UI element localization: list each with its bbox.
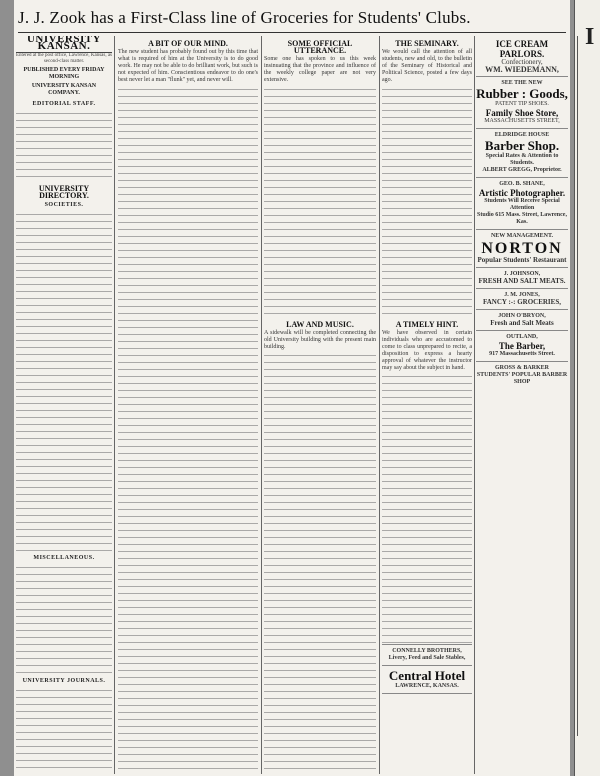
ad-text: PATENT TIP SHOES.: [495, 101, 549, 107]
staff-listing: [16, 111, 112, 181]
top-banner-ad: J. J. Zook has a First-Class line of Groceries for Students' Clubs.: [18, 8, 471, 27]
ad-text: 917 Massachusetts Street.: [489, 351, 555, 357]
ad-text: Confectionery,: [501, 58, 543, 66]
article-paragraph: A sidewalk will be completed connecting the old University building with the present main building.: [264, 329, 376, 350]
ad-title: The Barber,: [498, 341, 546, 351]
outland-barber-ad: [476, 331, 568, 362]
ad-text: J. JOHNSON,: [503, 271, 541, 277]
ad-title: FANCY :-: GROCERIES,: [483, 298, 561, 306]
norton-ad: [476, 230, 568, 268]
ad-text: Special Rates & Attention to Students.: [485, 153, 559, 166]
misc-listing: [16, 565, 112, 675]
ad-title: FRESH AND SALT MEATS.: [478, 277, 566, 285]
ad-title: NORTON: [481, 240, 563, 257]
ad-text: GEO. B. SHANE,: [499, 181, 545, 187]
ad-title: STUDENTS' POPULAR BARBER SHOP: [476, 372, 568, 385]
ad-text: MASSACHUSETTS STREET,: [484, 118, 560, 124]
article-heading: SOME OFFICIAL UTTERANCE.: [287, 39, 353, 56]
eldridge-barber-ad: [476, 129, 568, 178]
central-hotel-ad: [382, 666, 472, 694]
article-paragraph: The new student has probably found out by this time that what is required of him at the University is to do good work. He may not be able to do brilliant work, but such is not expected of him. Conscientious endeavor to do one's best never let a man "flunk" yet, and never will.: [118, 49, 258, 84]
ad-text: GROSS & BARKER: [494, 365, 549, 371]
jones-groceries-ad: [476, 289, 568, 310]
directory-heading: UNIVERSITY DIRECTORY.: [38, 183, 90, 200]
column-advertisements: [476, 36, 568, 774]
article-body: [264, 353, 376, 774]
column-official: [264, 36, 376, 774]
societies-heading: SOCIETIES.: [44, 201, 84, 208]
article-heading-law-music: LAW AND MUSIC.: [286, 319, 354, 329]
ad-text: Popular Students' Restaurant: [477, 256, 567, 264]
misc-heading: MISCELLANEOUS.: [33, 554, 95, 561]
banner-rule: [18, 32, 566, 33]
article-body: [382, 374, 472, 644]
masthead-title: UNIVERSITY KANSAN.: [16, 36, 112, 53]
societies-listing: [16, 212, 112, 552]
entered-notice: Entered at the post office, Lawrence, Kansas, as second-class matter.: [16, 53, 112, 65]
adjacent-page-edge: [574, 0, 600, 776]
article-paragraph: Some one has spoken to us this week insinuating that the province and influence of the weekly college paper are not very extensive.: [264, 56, 376, 84]
article-body: [382, 87, 472, 317]
ad-text: Students Will Receive Special Attention: [484, 198, 560, 211]
ad-text: LAWRENCE, KANSAS.: [395, 683, 459, 690]
photographer-ad: [476, 178, 568, 230]
journals-listing: [16, 688, 112, 774]
ad-title: Fresh and Salt Meats: [490, 319, 554, 327]
gross-barker-ad: [476, 362, 568, 389]
ad-title: Artistic Photographer.: [478, 188, 566, 198]
column-masthead: [16, 36, 112, 774]
ad-text: SEE THE NEW: [501, 80, 543, 86]
ad-text: JOHN O'BRYON,: [498, 313, 546, 319]
company-line: UNIVERSITY KANSAN COMPANY.: [31, 83, 97, 97]
published-line: PUBLISHED EVERY FRIDAY MORNING: [23, 67, 105, 81]
column-editorial: [118, 36, 258, 774]
page-edge-rule: [577, 36, 578, 736]
johnson-meats-ad: [476, 268, 568, 289]
page-edge-letter: I: [585, 24, 595, 50]
ice-cream-ad: [476, 36, 568, 77]
ad-title: Barber Shop.: [484, 138, 560, 153]
rubber-goods-ad: [476, 77, 568, 129]
journals-heading: UNIVERSITY JOURNALS.: [22, 678, 106, 685]
staff-header: EDITORIAL STAFF.: [32, 100, 96, 107]
ad-title: Rubber : Goods,: [476, 86, 568, 101]
column-rule: [474, 36, 475, 774]
column-seminary: [382, 36, 472, 774]
column-rule: [261, 36, 262, 774]
column-rule: [379, 36, 380, 774]
article-heading: A BIT OF OUR MIND.: [148, 39, 228, 48]
ad-text: OUTLAND,: [506, 334, 538, 340]
ad-text: NEW MANAGEMENT.: [490, 233, 554, 239]
column-rule: [114, 36, 115, 774]
article-body: [118, 87, 258, 774]
ad-title: ICE CREAM PARLORS.: [495, 39, 549, 59]
ad-text: CONNELLY BROTHERS,: [392, 648, 462, 655]
newspaper-page: [14, 0, 570, 776]
obryon-meats-ad: [476, 310, 568, 331]
article-heading-timely-hint: A TIMELY HINT.: [395, 319, 459, 329]
ad-text: Studio 615 Mass. Street, Lawrence, Kas.: [477, 212, 567, 225]
ad-title: Family Shoe Store,: [485, 108, 559, 118]
article-paragraph: We have observed in certain individuals who are accustomed to come to class unprepared to recite, a disposition to express a hearty approval of whatever the instructor may say about the subject in hand.: [382, 329, 472, 372]
connelly-ad: [382, 644, 472, 666]
ad-text: Livery, Feed and Sale Stables,: [388, 655, 466, 662]
ad-title: Central Hotel: [388, 668, 466, 684]
ad-text: ELDRIDGE HOUSE: [494, 132, 550, 138]
ad-text: J. M. JONES,: [504, 292, 540, 298]
article-heading: THE SEMINARY.: [395, 39, 459, 48]
article-body: [264, 87, 376, 317]
article-paragraph: We would call the attention of all students, new and old, to the bulletin of the Seminary of Historical and Political Science, posted a few days ago.: [382, 49, 472, 84]
ad-text: ALBERT GREGG, Proprietor.: [482, 167, 562, 173]
ad-text: WM. WIEDEMANN,: [485, 65, 559, 74]
